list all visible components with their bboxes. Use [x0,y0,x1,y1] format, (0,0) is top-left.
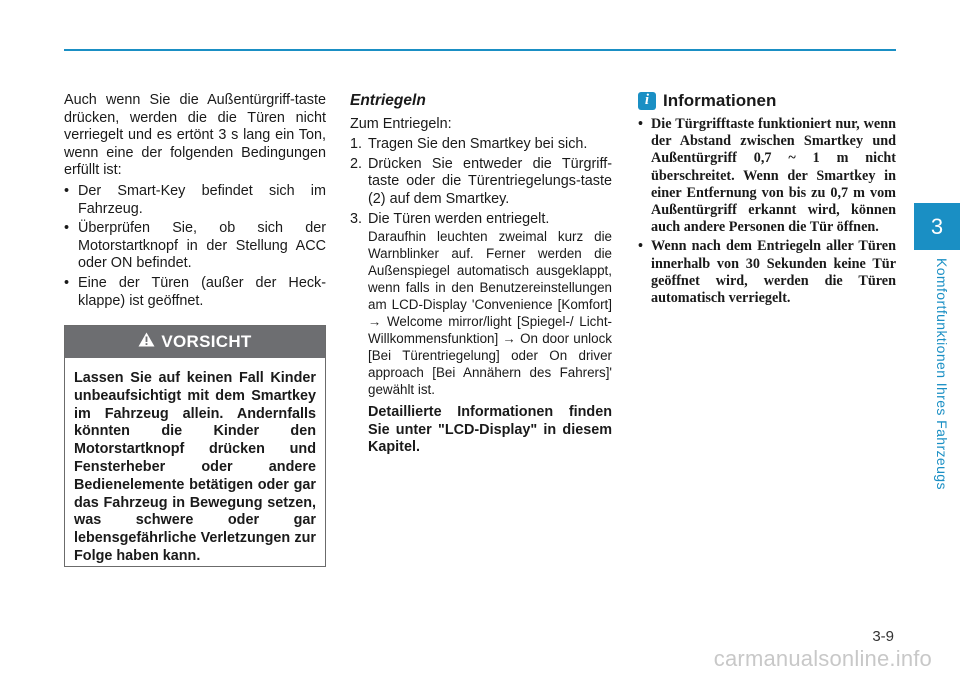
info-list [638,116,896,307]
list-item: • Eine der Türen (außer der Heck-klappe) ist geöffnet. [64,275,326,310]
top-rule [64,49,896,51]
list-item: • Der Smart-Key befindet sich im Fahrzeug. [64,183,326,218]
info-header [638,92,896,110]
steps-list [350,136,612,398]
section-heading: Entriegeln [350,92,426,109]
list-item: • Die Türgrifftaste funktioniert nur, wenn der Abstand zwischen Smartkey und Außentürgriff 0,7 ~ 1 m nicht überschreitet. Wenn der Smartkey in einer Entfernung von bis zu 0,7 m vom Außentürgriff erkannt wird, können auch andere Personen die Tür öffnen. [638,116,896,236]
intro-paragraph: Auch wenn Sie die Außentürgriff-taste drücken, werden die die Türen nicht verriegelt und es ertönt 3 s lang ein Ton, wenn eine der folgenden Bedingungen erfüllt ist: [64,92,326,179]
lead-text: Zum Entriegeln: [350,115,452,132]
step-item: 3. Die Türen werden entriegelt. Daraufhin leuchten zweimal kurz die Warnblinker auf. Ferner werden die Außenspiegel automatisch ausgeklappt, wenn falls in den Benutzereinstellungen am LCD-Display 'Convenience [Komfort] → Welcome mirror/light [Spiegel-/ Licht-Willkommensfunktion] → On door unlock [Bei Türentriegelung] oder On driver approach [Bei Annähern des Fahrers]' gewählt ist. [350,210,612,398]
column-1 [64,92,326,310]
detail-reference: Detaillierte Informationen finden Sie unter "LCD-Display" in diesem Kapitel. [368,404,612,456]
info-icon: i [638,92,656,110]
list-item: • Überprüfen Sie, ob sich der Motorstartknopf in der Stellung ACC oder ON befindet. [64,220,326,273]
chapter-title: Komfortfunktionen Ihres Fahrzeugs [934,258,950,490]
info-title: Informationen [663,91,777,111]
list-item: • Wenn nach dem Entriegeln aller Türen innerhalb von 30 Sekunden keine Tür geöffnet wird, werden die Türen automatisch verriegelt. [638,238,896,307]
condition-list [64,183,326,310]
caution-title: VORSICHT [161,332,252,351]
chapter-tab: 3 [914,203,960,250]
warning-triangle-icon [138,332,155,352]
step-item: 2. Drücken Sie entweder die Türgriff-taste oder die Türentriegelungs-taste (2) auf dem Smartkey. [350,155,612,207]
caution-box [64,325,326,567]
info-section [638,92,896,309]
caution-text: Lassen Sie auf keinen Fall Kinder unbeaufsichtigt mit dem Smartkey im Fahrzeug allein. Andernfalls könnten die Kinder den Motorstartknopf drücken und Fensterheber oder andere Bedienelemente betätigen oder gar das Fahrzeug in Bewegung setzen, was schwere oder gar lebensgefährliche Verletzungen zur Folge haben kann. [74,370,316,564]
watermark: carmanualsonline.info [713,646,932,671]
step-item: 1. Tragen Sie den Smartkey bei sich. [350,136,588,153]
column-2 [350,92,612,457]
page-number: 3-9 [872,628,894,645]
caution-header [65,326,325,358]
